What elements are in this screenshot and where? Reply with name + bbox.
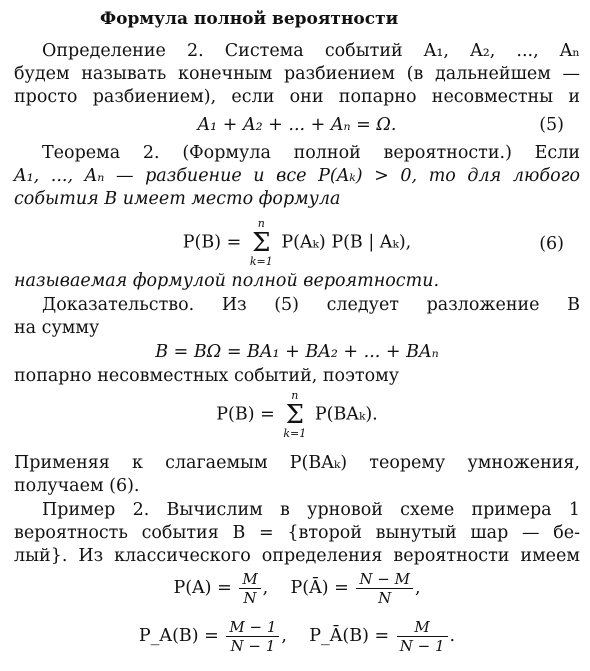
pabar-numerator: N − M [356, 570, 413, 589]
sum-upper-limit-2: n [291, 389, 299, 402]
theorem-line-2: A₁, ..., Aₙ — разбиение и все P(Aₖ) > 0, то для любого [14, 166, 580, 186]
equation-5-body: A₁ + A₂ + ... + Aₙ = Ω. [197, 115, 397, 135]
theorem-line-4: называемая формулой полной вероятности. [14, 271, 440, 291]
proof-line-3: попарно несовместных событий, поэтому [14, 366, 400, 386]
pab-denominator: N − 1 [230, 637, 276, 655]
sigma-glyph-2: Σ [285, 400, 305, 430]
proof-line-1: Доказательство. Из (5) следует разложение B [42, 295, 580, 315]
sum-equation [14, 390, 580, 440]
pa-left: P(A) = [173, 578, 232, 598]
proof-line-5: получаем (6). [14, 476, 140, 496]
pabarb-numerator: M [397, 618, 448, 637]
equation-5-number: (5) [539, 115, 564, 135]
sigma-glyph: Σ [252, 228, 271, 258]
proof-line-4: Применяя к слагаемым P(BAₖ) теорему умножения, [14, 453, 580, 473]
pabar-fraction [356, 570, 413, 607]
pabarb-fraction [397, 618, 448, 655]
definition-line-2: будем называть конечным разбиением (в дальнейшем — [14, 64, 580, 84]
proof-line-2: на сумму [14, 318, 100, 338]
equation-6-number: (6) [539, 234, 564, 254]
example-line-2: вероятность события B = {второй вынутый шар — бе- [14, 523, 580, 543]
sum-lower-limit: k=1 [249, 255, 273, 268]
summation-symbol [250, 218, 273, 268]
equation-6 [14, 218, 580, 268]
equation-6-right: P(Aₖ) P(B | Aₖ), [281, 232, 412, 253]
pa-fraction [239, 570, 260, 607]
equation-6-left: P(B) = [182, 232, 242, 253]
pabarb-denominator: N − 1 [399, 637, 445, 655]
pab-numerator: M − 1 [226, 618, 279, 637]
example-line-3: лый}. Из классического определения вероятности имеем [14, 546, 580, 566]
pa-numerator: M [239, 570, 260, 589]
pa-denominator: N [243, 589, 257, 607]
section-title: Формула полной вероятности [100, 9, 399, 29]
decomposition-equation: B = BΩ = BA₁ + BA₂ + ... + BAₙ [155, 342, 439, 362]
pabar-left: P(Ā) = [290, 578, 349, 598]
probability-a-equations: P(A) = $\frac{M}{N}$ , P(Ā) = $\frac{N - M}{N}$ , [173, 570, 421, 607]
summation-symbol-2 [283, 390, 306, 440]
example-line-1: Пример 2. Вычислим в урновой схеме примера 1 [42, 500, 580, 520]
theorem-line-1: Теорема 2. (Формула полной вероятности.) Если [42, 143, 580, 163]
pab-fraction [226, 618, 279, 655]
sum-equation-right: P(BAₖ). [314, 404, 378, 425]
sum-upper-limit: n [257, 217, 265, 230]
sum-equation-left: P(B) = [216, 404, 275, 425]
pab-left: P_A(B) = [138, 626, 219, 646]
sum-lower-limit-2: k=1 [283, 427, 307, 440]
definition-line-3: просто разбиением), если они попарно несовместны и [14, 87, 580, 107]
equation-5 [14, 114, 580, 136]
definition-line-1: Определение 2. Система событий A₁, A₂, ..., Aₙ [42, 41, 580, 61]
pabar-denominator: N [378, 589, 392, 607]
conditional-probability-equations: P_A(B) = $\frac{M - 1}{N - 1}$ , P_Ā(B) = $\frac{M}{N - 1}$ . [138, 618, 456, 655]
pabarb-left: P_Ā(B) = [309, 626, 390, 646]
theorem-line-3: события B имеет место формула [14, 189, 341, 209]
